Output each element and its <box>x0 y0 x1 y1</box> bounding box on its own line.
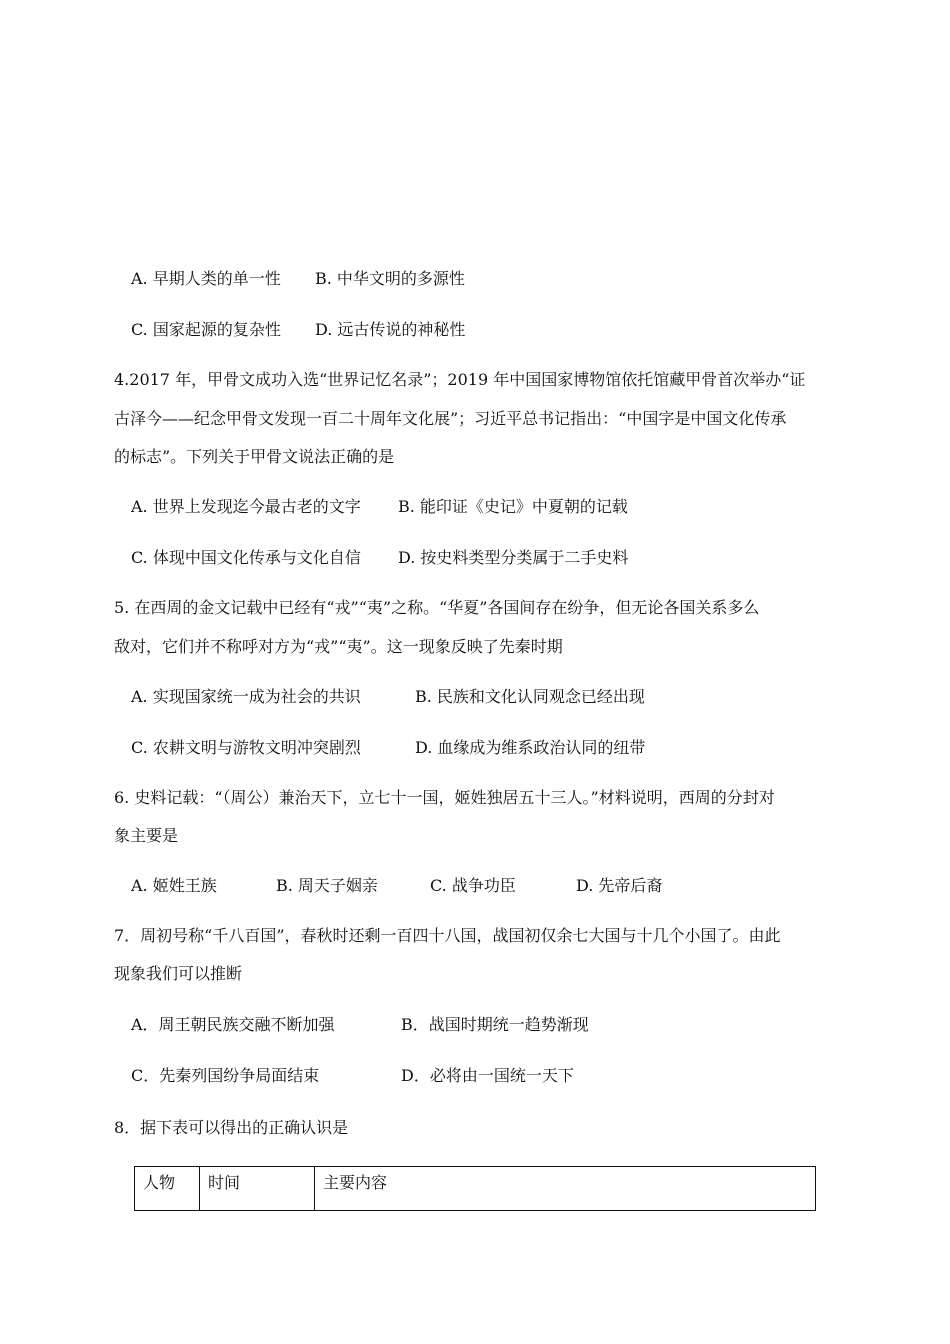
q5-option-d: D. 血缘成为维系政治认同的纽带 <box>415 738 646 757</box>
q8-table <box>134 1166 816 1211</box>
q4-stem-line-3: 的标志”。下列关于甲骨文说法正确的是 <box>114 447 395 466</box>
q4-option-d: D. 按史料类型分类属于二手史料 <box>398 548 629 567</box>
q4-option-b: B. 能印证《史记》中夏朝的记载 <box>398 497 628 516</box>
table-header-time: 时间 <box>200 1167 315 1211</box>
q7-stem-line-1: 7．周初号称“千八百国”，春秋时还剩一百四十八国，战国初仅余七大国与十几个小国了。由此 <box>114 926 781 945</box>
q7-option-c: C．先秦列国纷争局面结束 <box>131 1066 320 1085</box>
table-header-person: 人物 <box>135 1167 200 1211</box>
q4-stem-line-1: 4.2017 年，甲骨文成功入选“世界记忆名录”；2019 年中国国家博物馆依托馆藏甲骨首次举办“证 <box>114 370 806 389</box>
q4-option-c: C. 体现中国文化传承与文化自信 <box>131 548 361 567</box>
q4-option-a: A. 世界上发现迄今最古老的文字 <box>131 497 361 516</box>
q5-stem-line-1: 5. 在西周的金文记载中已经有“戎”“夷”之称。“华夏”各国间存在纷争，但无论各国关系多么 <box>114 598 760 617</box>
q7-option-d: D．必将由一国统一天下 <box>401 1066 574 1085</box>
q5-option-b: B. 民族和文化认同观念已经出现 <box>415 687 645 706</box>
q5-option-a: A. 实现国家统一成为社会的共识 <box>131 687 361 706</box>
table-header-content: 主要内容 <box>315 1167 816 1211</box>
q3-option-d: D. 远古传说的神秘性 <box>315 320 466 339</box>
q6-option-b: B. 周天子姻亲 <box>276 876 378 895</box>
q7-option-b: B．战国时期统一趋势渐现 <box>401 1015 589 1034</box>
q6-option-a: A. 姬姓王族 <box>131 876 217 895</box>
q5-option-c: C. 农耕文明与游牧文明冲突剧烈 <box>131 738 361 757</box>
table-header-row <box>135 1167 816 1211</box>
q6-stem-line-1: 6. 史料记载：“（周公）兼治天下，立七十一国，姬姓独居五十三人。”材料说明，西周的分封对 <box>114 788 775 807</box>
q8-stem: 8．据下表可以得出的正确认识是 <box>114 1118 349 1137</box>
q6-option-c: C. 战争功臣 <box>430 876 516 895</box>
q3-option-b: B. 中华文明的多源性 <box>315 269 465 288</box>
q5-stem-line-2: 敌对，它们并不称呼对方为“戎”“夷”。这一现象反映了先秦时期 <box>114 637 563 656</box>
q7-stem-line-2: 现象我们可以推断 <box>114 964 243 983</box>
q6-stem-line-2: 象主要是 <box>114 826 179 845</box>
q4-stem-line-2: 古泽今——纪念甲骨文发现一百二十周年文化展”；习近平总书记指出：“中国字是中国文化传承 <box>114 409 787 428</box>
q7-option-a: A．周王朝民族交融不断加强 <box>131 1015 335 1034</box>
q6-option-d: D. 先帝后裔 <box>576 876 663 895</box>
q3-option-a: A. 早期人类的单一性 <box>131 269 281 288</box>
q3-option-c: C. 国家起源的复杂性 <box>131 320 281 339</box>
